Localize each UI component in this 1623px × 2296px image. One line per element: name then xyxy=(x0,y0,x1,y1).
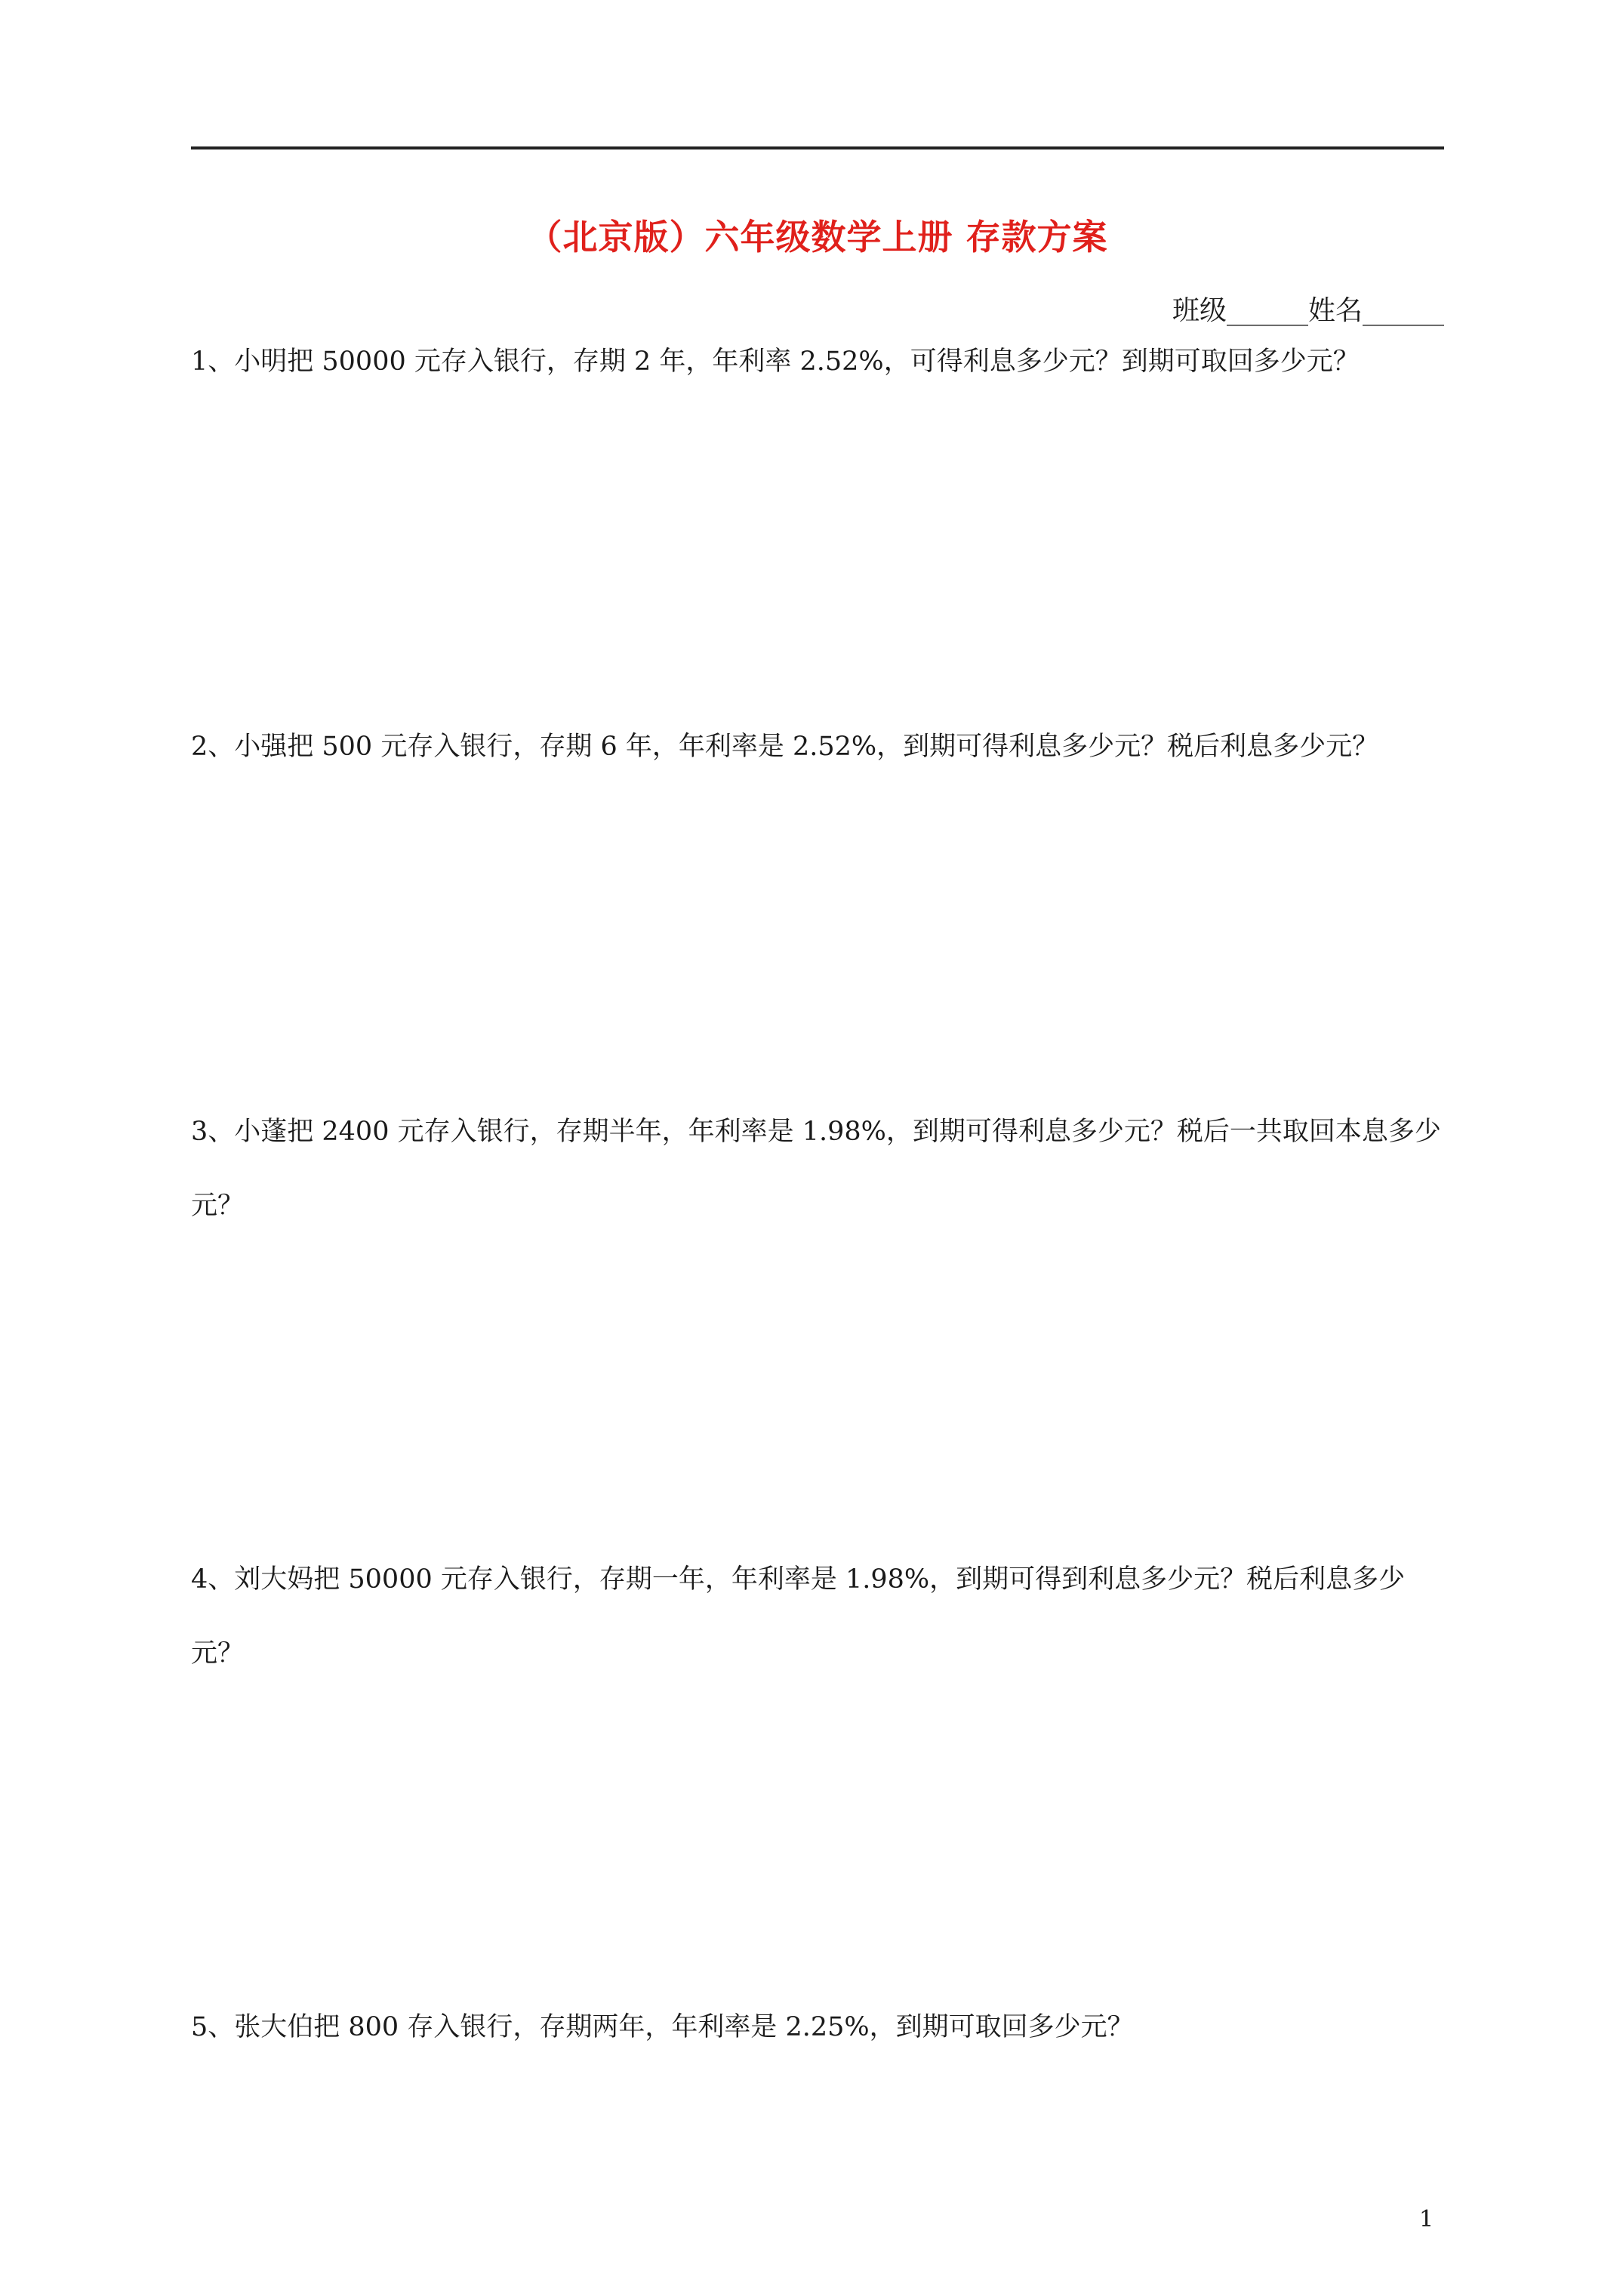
question-2: 2、小强把 500 元存入银行，存期 6 年，年利率是 2.52%，到期可得利息多少元？税后利息多少元？ xyxy=(191,732,1379,762)
question-3: 3、小蓬把 2400 元存入银行，存期半年，年利率是 1.98%，到期可得利息多少元？税后一共取回本息多少元？ xyxy=(191,1117,1441,1221)
header-rule xyxy=(191,146,1444,149)
question-5: 5、张大伯把 800 存入银行，存期两年，年利率是 2.25%，到期可取回多少元？ xyxy=(191,2012,1134,2042)
worksheet-title: （北京版）六年级数学上册 存款方案 xyxy=(527,217,1108,257)
question-1: 1、小明把 50000 元存入银行，存期 2 年，年利率 2.52%，可得利息多少元？到期可取回多少元？ xyxy=(191,347,1360,377)
page-number: 1 xyxy=(1419,2206,1434,2233)
question-4: 4、刘大妈把 50000 元存入银行，存期一年，年利率是 1.98%，到期可得到利息多少元？税后利息多少元？ xyxy=(191,1564,1406,1669)
class-name-line: 班级______姓名______ xyxy=(1172,295,1444,326)
